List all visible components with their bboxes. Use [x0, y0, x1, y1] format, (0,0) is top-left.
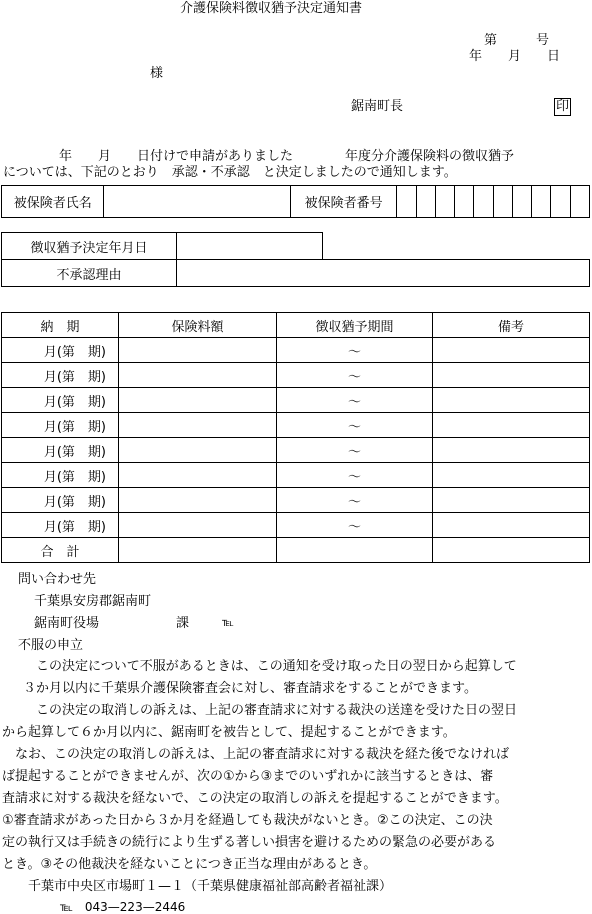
number-label: 第 号 [484, 33, 550, 48]
reason-field[interactable] [177, 260, 590, 287]
remarks-cell[interactable] [433, 513, 590, 538]
addressee-suffix: 様 [150, 66, 164, 81]
installment-row [2, 513, 590, 538]
installment-label: 月(第 期) [2, 363, 119, 388]
total-row [2, 538, 590, 563]
reason-label: 不承認理由 [2, 260, 177, 287]
appeal-line: なお、この決定の取消しの訴えは、上記の審査請求に対する裁決を経た後でなければ [2, 747, 510, 762]
payment-table [1, 312, 590, 563]
installment-row [2, 463, 590, 488]
remarks-cell[interactable] [433, 463, 590, 488]
inquiry-tel: ℡ [222, 616, 234, 629]
premium-amount-cell[interactable] [119, 438, 277, 463]
inquiry-section: 課 [176, 616, 190, 631]
remarks-cell[interactable] [433, 413, 590, 438]
header-deferral-period: 徴収猶予期間 [277, 313, 433, 338]
appeal-line: ３か月以内に千葉県介護保険審査会に対し、審査請求をすることができます。 [10, 681, 477, 696]
payment-header-row [2, 313, 590, 338]
total-amount-cell[interactable] [119, 538, 277, 563]
total-remarks-cell[interactable] [433, 538, 590, 563]
installment-row [2, 413, 590, 438]
remarks-cell[interactable] [433, 388, 590, 413]
appeal-line: 定の執行又は手続きの続行により生ずる著しい損害を避けるための緊急の必要がある [2, 835, 497, 850]
deferral-period-cell[interactable]: ～ [277, 413, 433, 438]
premium-amount-cell[interactable] [119, 338, 277, 363]
installment-row [2, 488, 590, 513]
appeal-tel: ℡ 043—223—2446 [60, 900, 186, 914]
seal-mark: 印 [556, 99, 570, 114]
inquiry-office: 鋸南町役場 [34, 616, 100, 631]
installment-label: 月(第 期) [2, 338, 119, 363]
inquiry-address: 千葉県安房郡鋸南町 [34, 594, 152, 609]
appeal-line: ①審査請求があった日から３か月を経過しても裁決がないとき。②この決定、この決 [2, 813, 493, 828]
appeal-line: から起算して６か月以内に、鋸南町を被告として、提起することができます。 [2, 725, 456, 740]
deferral-period-cell[interactable]: ～ [277, 463, 433, 488]
remarks-cell[interactable] [433, 363, 590, 388]
appeal-line: ば提起することができませんが、次の①から③までのいずれかに該当するときは、審 [2, 769, 494, 784]
intro-line-2: については、下記のとおり 承認・不承認 と決定しましたので通知します。 [3, 165, 457, 180]
insured-table [1, 185, 590, 218]
decision-date-table [1, 232, 323, 260]
installment-label: 月(第 期) [2, 488, 119, 513]
issuer-name: 鋸南町長 [351, 99, 404, 114]
deferral-period-cell[interactable]: ～ [277, 488, 433, 513]
installment-label: 月(第 期) [2, 388, 119, 413]
header-remarks: 備考 [433, 313, 590, 338]
decision-date-field[interactable] [177, 233, 323, 260]
deferral-period-cell[interactable]: ～ [277, 338, 433, 363]
document-title: 介護保険料徴収猶予決定通知書 [180, 1, 363, 16]
inquiry-heading: 問い合わせ先 [18, 572, 97, 587]
appeal-heading: 不服の申立 [18, 638, 84, 653]
insured-number-digit[interactable] [455, 186, 474, 218]
deferral-period-cell[interactable]: ～ [277, 438, 433, 463]
appeal-line: とき。③その他裁決を経ないことにつき正当な理由があるとき。 [2, 857, 377, 872]
header-due-date: 納 期 [2, 313, 119, 338]
reason-table [1, 259, 590, 287]
installment-row [2, 338, 590, 363]
remarks-cell[interactable] [433, 438, 590, 463]
appeal-line: この決定の取消しの訴えは、上記の審査請求に対する裁決の送達を受けた日の翌日 [10, 703, 518, 718]
date-label: 年 月 日 [469, 49, 561, 64]
installment-row [2, 438, 590, 463]
premium-amount-cell[interactable] [119, 413, 277, 438]
appeal-line: 千葉市中央区市場町１—１（千葉県健康福祉部高齢者福祉課） [2, 879, 393, 894]
installment-label: 月(第 期) [2, 438, 119, 463]
header-premium-amount: 保険料額 [119, 313, 277, 338]
premium-amount-cell[interactable] [119, 363, 277, 388]
deferral-period-cell[interactable]: ～ [277, 388, 433, 413]
decision-date-label: 徴収猶予決定年月日 [2, 233, 177, 260]
insured-number-digit[interactable] [474, 186, 493, 218]
insured-number-digit[interactable] [416, 186, 435, 218]
premium-amount-cell[interactable] [119, 513, 277, 538]
installment-label: 月(第 期) [2, 463, 119, 488]
installment-row [2, 388, 590, 413]
deferral-period-cell[interactable]: ～ [277, 513, 433, 538]
appeal-line: 査請求に対する裁決を経ないで、この決定の取消しの訴えを提起することができます。 [2, 791, 508, 806]
insured-number-digit[interactable] [551, 186, 570, 218]
total-period-cell[interactable] [277, 538, 433, 563]
premium-amount-cell[interactable] [119, 388, 277, 413]
insured-number-digit[interactable] [397, 186, 416, 218]
deferral-period-cell[interactable]: ～ [277, 363, 433, 388]
insured-number-digit[interactable] [532, 186, 551, 218]
insured-number-label: 被保険者番号 [290, 186, 396, 218]
appeal-line: この決定について不服があるときは、この通知を受け取った日の翌日から起算して [10, 659, 517, 674]
intro-line-1: 年 月 日付けで申請がありました 年度分介護保険料の徴収猶予 [20, 149, 515, 164]
remarks-cell[interactable] [433, 488, 590, 513]
insured-number-digit[interactable] [512, 186, 531, 218]
installment-label: 月(第 期) [2, 513, 119, 538]
total-label: 合 計 [2, 538, 119, 563]
insured-name-field[interactable] [104, 186, 291, 218]
insured-name-label: 被保険者氏名 [2, 186, 104, 218]
remarks-cell[interactable] [433, 338, 590, 363]
insured-number-digit[interactable] [493, 186, 512, 218]
insured-number-digit[interactable] [570, 186, 589, 218]
premium-amount-cell[interactable] [119, 488, 277, 513]
installment-label: 月(第 期) [2, 413, 119, 438]
appeal-text [0, 656, 592, 898]
premium-amount-cell[interactable] [119, 463, 277, 488]
installment-row [2, 363, 590, 388]
insured-number-digit[interactable] [435, 186, 454, 218]
